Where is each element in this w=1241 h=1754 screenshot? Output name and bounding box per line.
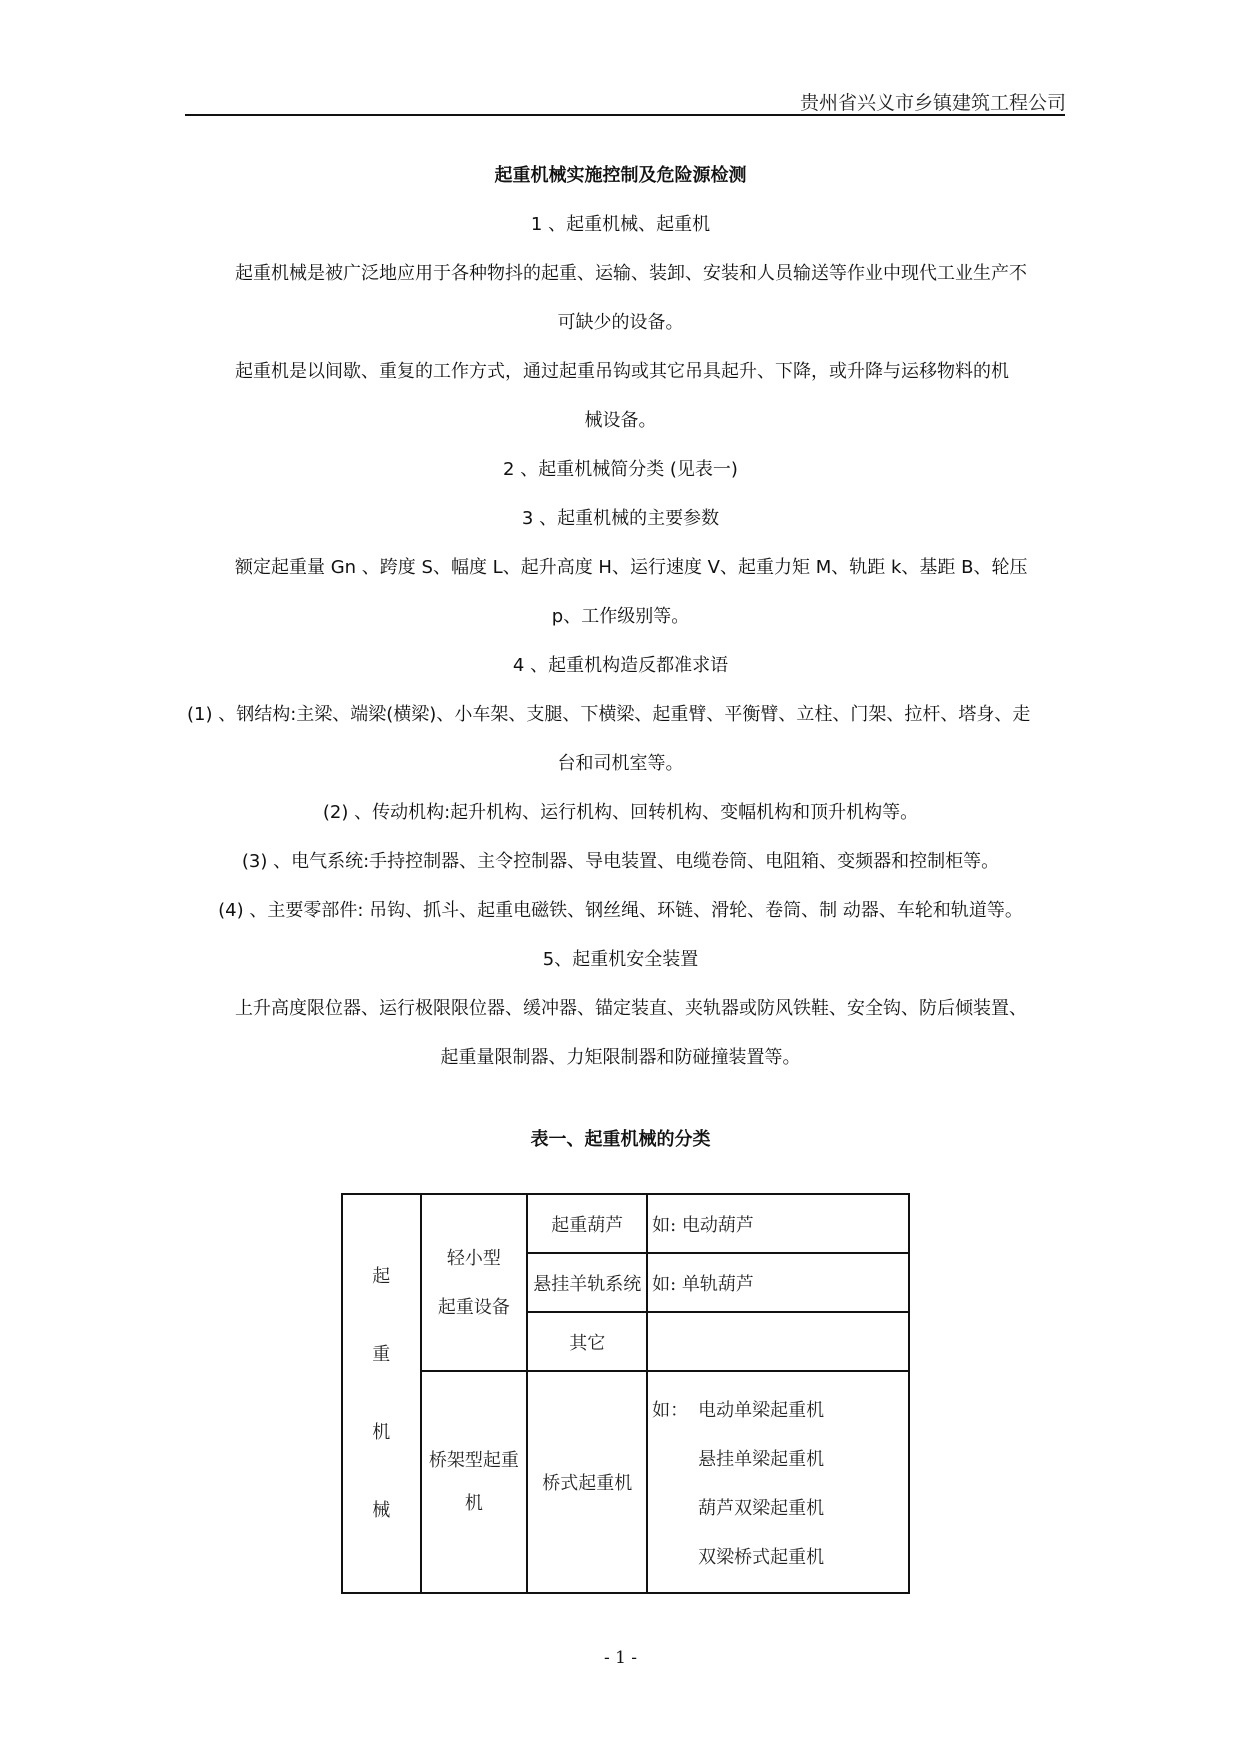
list-item: 悬挂单梁起重机 — [698, 1449, 825, 1470]
section-2-heading: 2 、起重机械简分类 (见表一) — [503, 459, 738, 480]
section-5-heading: 5、起重机安全装置 — [542, 949, 699, 970]
section-1-paragraph-1-line-1: 起重机械是被广泛地应用于各种物抖的起重、运输、装卸、安装和人员输送等作业中现代工业生产不 — [235, 263, 1027, 284]
category-char: 起 — [372, 1265, 391, 1287]
section-3-heading: 3 、起重机械的主要参数 — [521, 508, 720, 529]
section-1-paragraph-2-line-2: 械设备。 — [584, 410, 657, 431]
example-prefix: 如： — [652, 1400, 689, 1421]
group-1-label-line-2: 起重设备 — [437, 1296, 510, 1318]
section-1-heading: 1 、起重机械、起重机 — [530, 214, 711, 235]
section-1-paragraph-2-line-1: 起重机是以间歇、重复的工作方式，通过起重吊钩或其它吊具起升、下降，或升降与运移物料的机 — [235, 361, 1009, 382]
header-company: 贵州省兴义市乡镇建筑工程公司 — [799, 92, 1066, 114]
section-1-paragraph-1-line-2: 可缺少的设备。 — [557, 312, 684, 333]
list-item: 双梁桥式起重机 — [698, 1547, 825, 1568]
page-number: - 1 - — [603, 1648, 638, 1668]
category-char: 重 — [372, 1343, 391, 1365]
section-4-item-4: (4) 、主要零部件: 吊钩、抓斗、起重电磁铁、钢丝绳、环链、滑轮、卷筒、制 动器、车轮和轨道等。 — [218, 900, 1023, 921]
table-caption: 表一、起重机械的分类 — [530, 1129, 711, 1150]
section-4-item-3: (3) 、电气系统:手持控制器、主令控制器、导电装置、电缆卷筒、电阻箱、变频器和控制柜等。 — [241, 851, 1000, 872]
section-3-paragraph-line-1: 额定起重量 Gn 、跨度 S、幅度 L、起升高度 H、运行速度 V、起重力矩 M、轨距 k、基距 B、轮压 — [235, 557, 1028, 578]
header-rule — [185, 114, 1065, 116]
list-item: 葫芦双梁起重机 — [698, 1498, 825, 1519]
table-row — [342, 1371, 909, 1593]
category-char: 械 — [372, 1499, 391, 1521]
group-1-label-line-1: 轻小型 — [446, 1247, 501, 1269]
group-2-label-line-1: 桥架型起重 — [428, 1450, 519, 1471]
section-5-paragraph-line-1: 上升高度限位器、运行极限限位器、缓冲器、锚定装直、夹轨器或防风铁鞋、安全钩、防后倾装置、 — [235, 998, 1027, 1019]
section-4-item-1-line-1: (1) 、钢结构:主梁、端梁(横梁)、小车架、支腿、下横梁、起重臂、平衡臂、立柱、门架、拉杆、塔身、走 — [187, 704, 1031, 725]
type-cell: 起重葫芦 — [527, 1194, 647, 1253]
classification-table — [341, 1193, 910, 1594]
example-cell: 如: 电动葫芦 — [647, 1194, 909, 1253]
table-row — [342, 1194, 909, 1253]
group-2-label-line-2: 机 — [464, 1493, 483, 1514]
type-cell: 桥式起重机 — [527, 1371, 647, 1593]
section-3-paragraph-line-2: p、工作级别等。 — [551, 606, 690, 627]
example-cell: 如: 单轨葫芦 — [647, 1253, 909, 1312]
example-cell — [647, 1312, 909, 1371]
type-cell: 悬挂羊轨系统 — [527, 1253, 647, 1312]
category-char: 机 — [372, 1421, 391, 1443]
section-5-paragraph-line-2: 起重量限制器、力矩限制器和防碰撞装置等。 — [440, 1047, 801, 1068]
list-item: 如： 电动单梁起重机 — [652, 1386, 908, 1435]
example-list-cell — [647, 1371, 909, 1593]
category-cell — [342, 1194, 421, 1593]
group-1-label-cell — [421, 1194, 528, 1371]
doc-title: 起重机械实施控制及危险源检测 — [494, 165, 747, 186]
section-4-item-2: (2) 、传动机构:起升机构、运行机构、回转机构、变幅机构和顶升机构等。 — [322, 802, 919, 823]
section-4-heading: 4 、起重机构造反都准求语 — [512, 655, 729, 676]
type-cell: 其它 — [527, 1312, 647, 1371]
section-4-item-1-line-2: 台和司机室等。 — [557, 753, 684, 774]
group-2-label-cell — [421, 1371, 528, 1593]
